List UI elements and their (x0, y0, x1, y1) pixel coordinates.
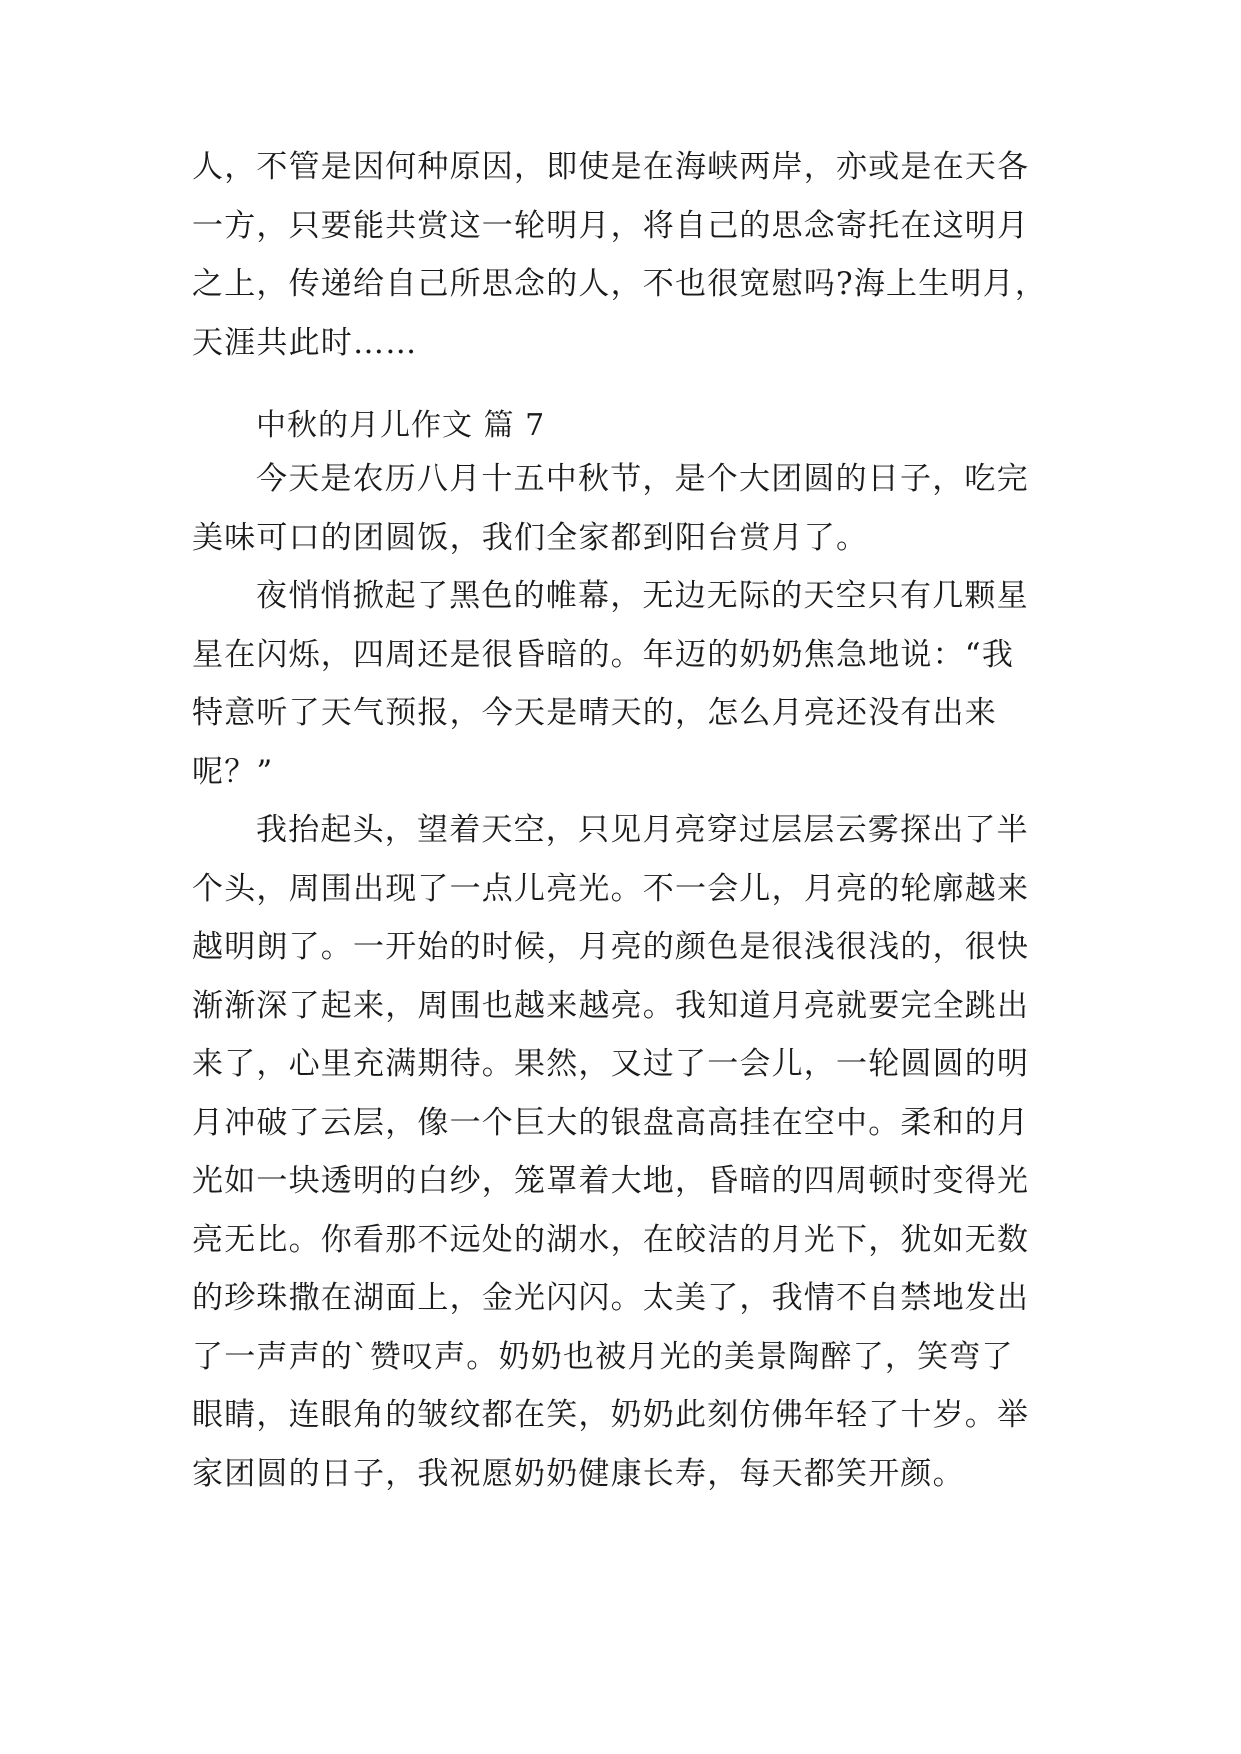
text-line: 光如一块透明的白纱，笼罩着大地，昏暗的四周顿时变得光 (192, 1163, 1030, 1199)
text-line: 来了，心里充满期待。果然，又过了一会儿，一轮圆圆的明 (192, 1046, 1030, 1082)
paragraph (192, 450, 1072, 567)
top-paragraph (192, 138, 1072, 372)
text-line: 一方，只要能共赏这一轮明月，将自己的思念寄托在这明月 (192, 207, 1030, 244)
body-paragraphs (192, 450, 1072, 1503)
text-line: 我抬起头，望着天空，只见月亮穿过层层云雾探出了半 (256, 812, 1029, 848)
text-line: 人，不管是因何种原因，即使是在海峡两岸，亦或是在天各 (192, 149, 1030, 185)
text-line: 月冲破了云层，像一个巨大的银盘高高挂在空中。柔和的月 (192, 1104, 1030, 1141)
text-line: 特意听了天气预报，今天是晴天的，怎么月亮还没有出来 (192, 695, 997, 731)
text-line: 今天是农历八月十五中秋节，是个大团圆的日子，吃完 (256, 461, 1029, 497)
text-line: 天涯共此时…… (192, 324, 418, 361)
text-line: 亮无比。你看那不远处的湖水，在皎洁的月光下，犹如无数 (192, 1221, 1030, 1258)
text-line: 呢？” (192, 753, 274, 790)
section-heading-block (192, 397, 1072, 456)
paragraph (192, 801, 1072, 1503)
text-line: 美味可口的团圆饭，我们全家都到阳台赏月了。 (192, 519, 869, 556)
text-line: 之上，传递给自己所思念的人，不也很宽慰吗?海上生明月， (192, 266, 1048, 302)
section-heading: 中秋的月儿作文 篇 7 (256, 408, 546, 443)
text-line: 眼睛，连眼角的皱纹都在笑，奶奶此刻仿佛年轻了十岁。举 (192, 1397, 1030, 1433)
paragraph (192, 567, 1072, 801)
text-line: 渐渐深了起来，周围也越来越亮。我知道月亮就要完全跳出 (192, 987, 1030, 1024)
text-line: 的珍珠撒在湖面上，金光闪闪。太美了，我情不自禁地发出 (192, 1280, 1030, 1316)
text-line: 越明朗了。一开始的时候，月亮的颜色是很浅很浅的，很快 (192, 929, 1030, 965)
text-line: 夜悄悄掀起了黑色的帷幕，无边无际的天空只有几颗星 (256, 578, 1029, 614)
text-line: 家团圆的日子，我祝愿奶奶健康长寿，每天都笑开颜。 (192, 1455, 965, 1492)
text-line: 个头，周围出现了一点儿亮光。不一会儿，月亮的轮廓越来 (192, 870, 1030, 907)
text-line: 了一声声的`赞叹声。奶奶也被月光的美景陶醉了，笑弯了 (192, 1338, 1014, 1375)
text-line: 星在闪烁，四周还是很昏暗的。年迈的奶奶焦急地说：“我 (192, 636, 1015, 673)
